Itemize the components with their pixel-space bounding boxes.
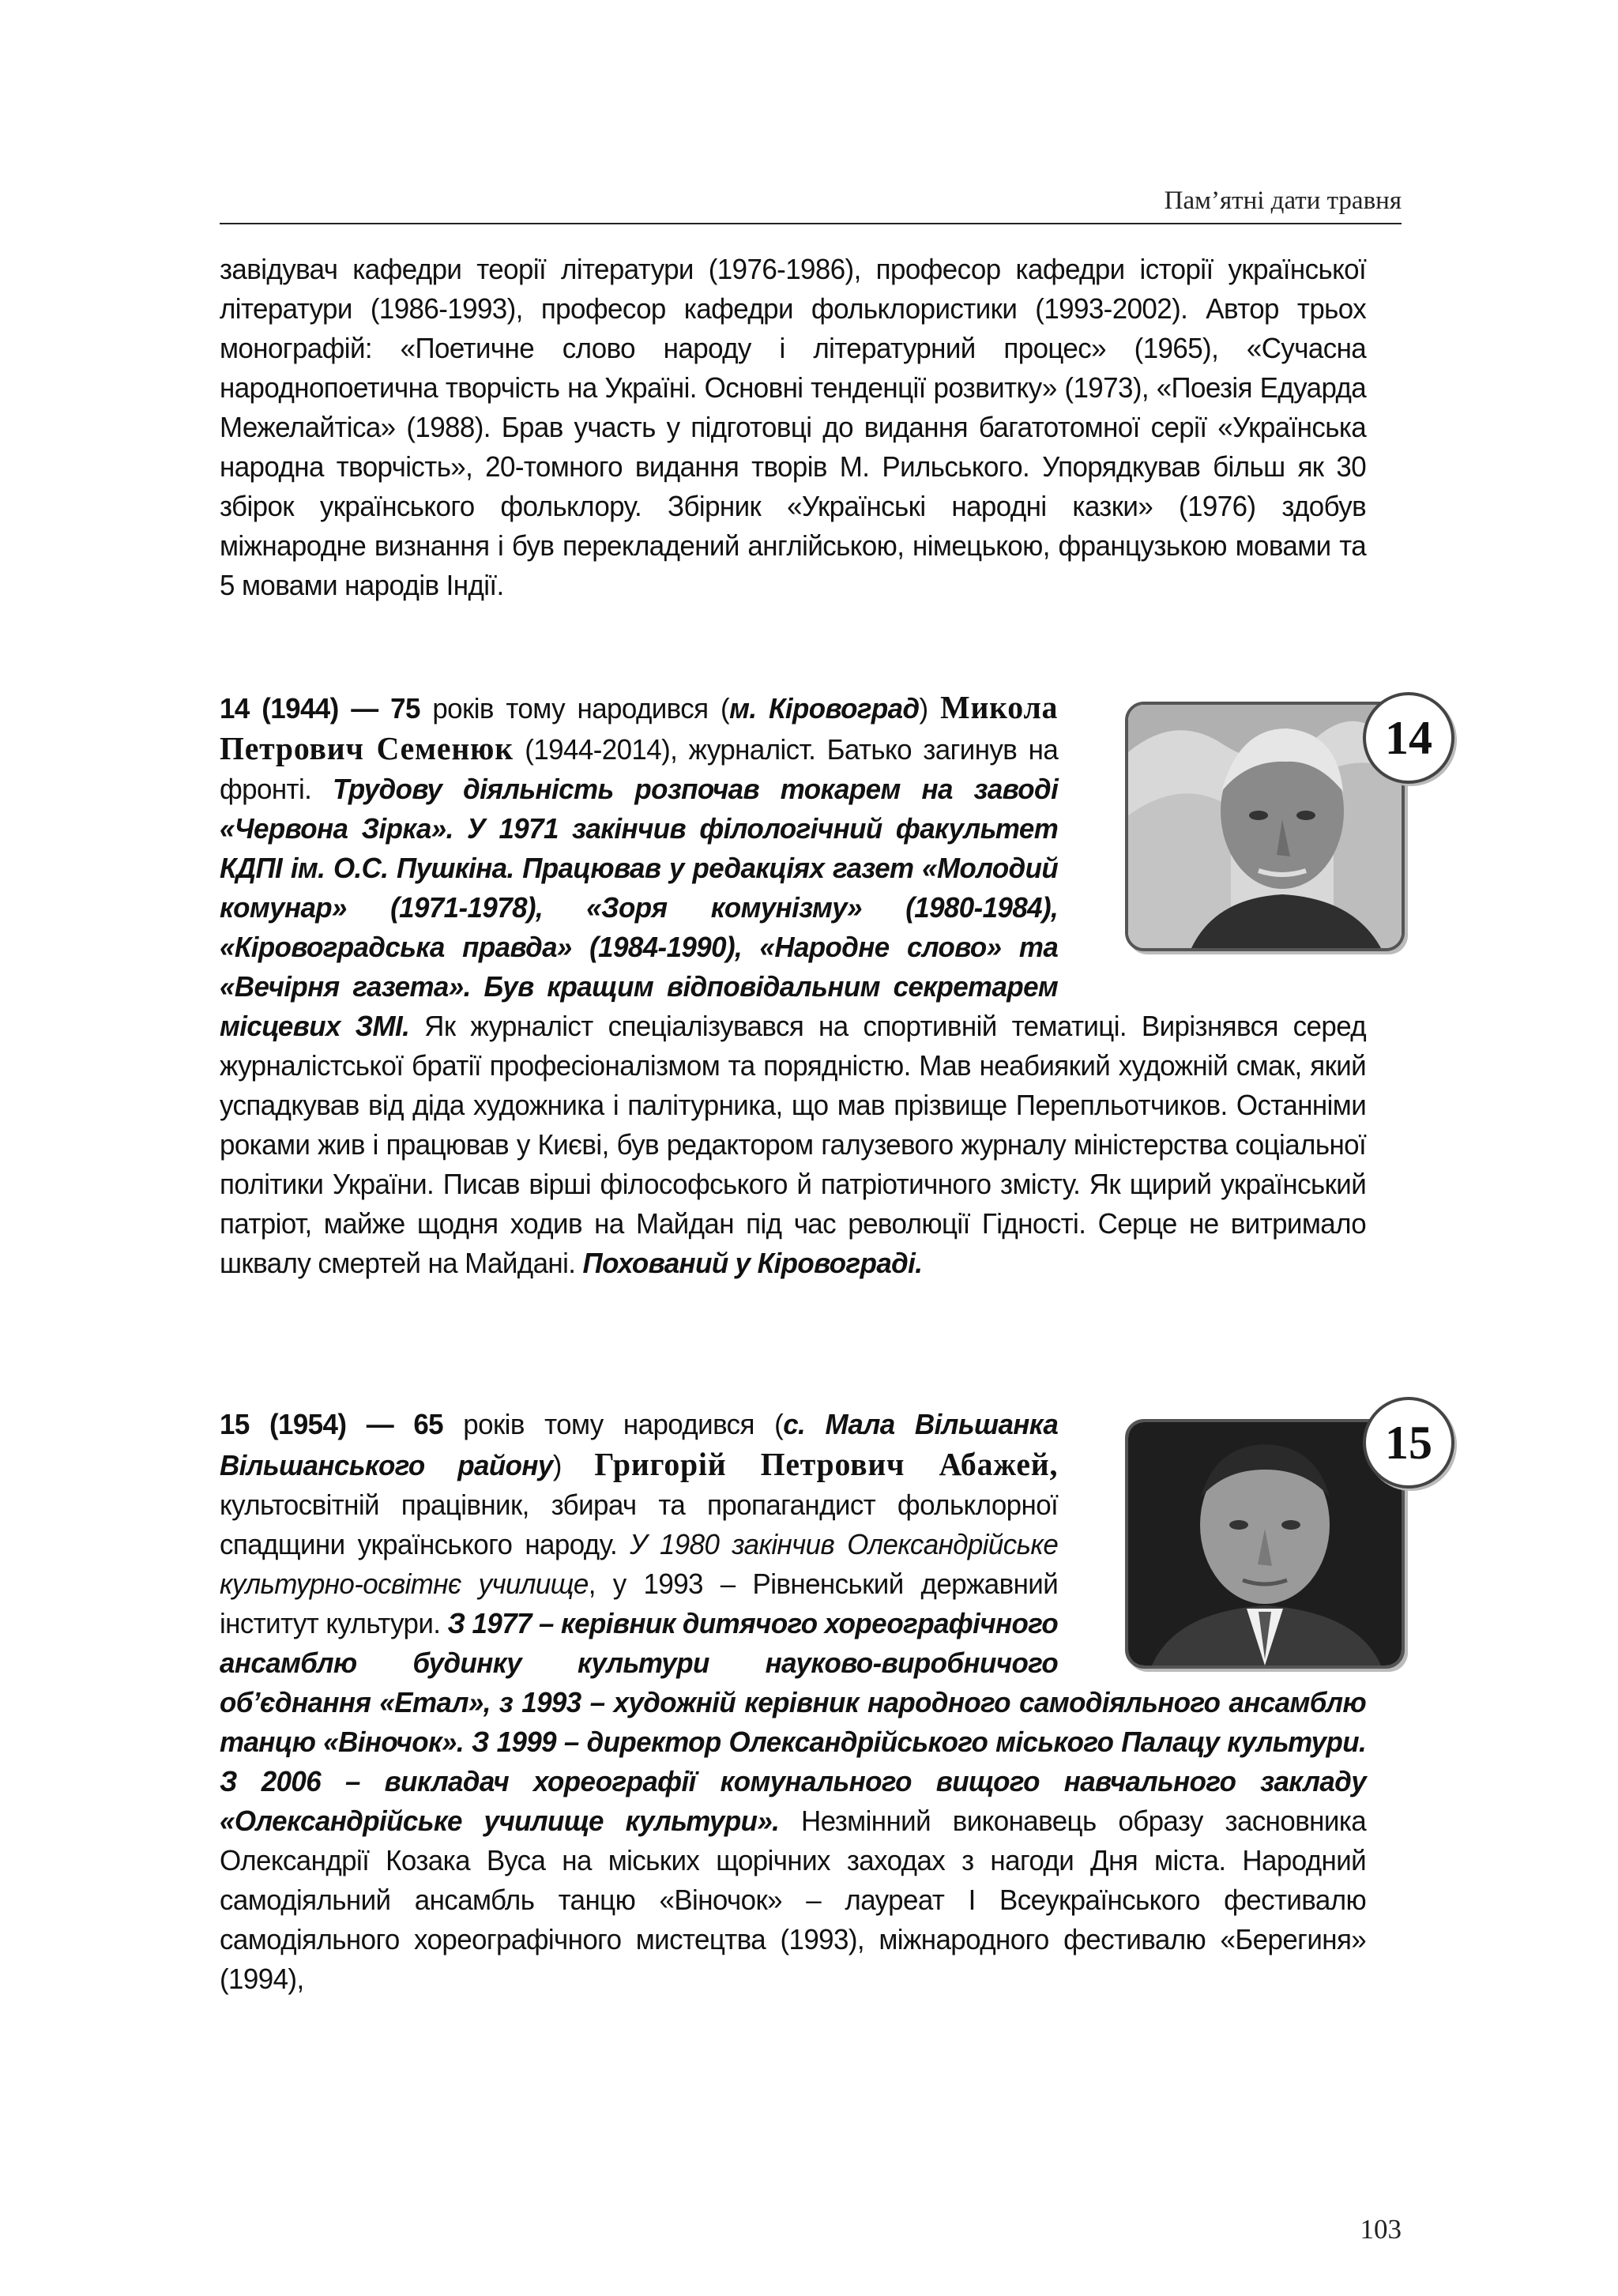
entry14-career: Трудову діяльність розпочав токарем на заводі «Червона Зірка». У 1971 закінчив філологічний факультет КДПІ ім. О.С. Пушкіна. Працював у редакціях газет «Молодий комунар» (1971-1978), «Зоря комунізму» (1980-1984), «Кіровоградська правда» (1984-1990), «Народне слово» та «Вечірня газета». Був кращим відповідальним секретарем місцевих ЗМІ. (220, 773, 1059, 1042)
running-head: Пам’ятні дати травня (1164, 186, 1402, 215)
entry14-date: 14 (1944) — 75 (220, 692, 420, 725)
entry15-education-2: , у 1993 – Рівненський державний інститут культури. (220, 1568, 1059, 1639)
entry15-place: с. Мала Вільшанка Вільшанського району (220, 1408, 1059, 1481)
entry14-rest: Як журналіст спеціалізувався на спортивній тематиці. Вирізнявся серед журналістської братії професіоналізмом та порядністю. Мав неабиякий художній смак, який успадкував від діда художника і палітурника, що мав прізвище Перепльотчиков. Останніми роками жив і працював у Києві, був редактором галузевого журналу міністерства соціальної політики України. Писав вірші філософського й патріотичного змісту. Як щирий український патріот, майже щодня ходив на Майдан під час революції Гідності. Серце не витримало шквалу смертей на Майдані. (220, 1010, 1367, 1279)
entry15-close-paren: ) (552, 1449, 562, 1481)
photo-float-spacer (1058, 1405, 1366, 1672)
entry14-born-text: років тому народився ( (420, 692, 730, 725)
entry15-career: З 1977 – керівник дитячого хореографічного ансамблю будинку культури науково-виробничого об’єднання «Етал», з 1993 – художній керівник народного самодіяльного ансамблю танцю «Віночок». З 1999 – директор Олександрійського міського Палацу культури. З 2006 – викладач хореографії комунального вищого навчального закладу «Олександрійське училище культури». (220, 1607, 1367, 1837)
intro-paragraph (220, 250, 1366, 605)
entry15-born-text: років тому народився ( (442, 1408, 784, 1440)
entry14-name: Микола Петрович Семенюк (220, 689, 1059, 766)
entry15-name: Григорій Петрович Абажей, (594, 1446, 1059, 1482)
photo-float-spacer (1058, 687, 1366, 994)
entry15-education-1: У 1980 закінчив Олександрійське культурно-освітнє училище (220, 1528, 1059, 1600)
entry14-years: (1944-2014), журналіст. Батько загинув на фронті. (220, 733, 1059, 805)
header-rule (220, 223, 1402, 224)
entry14-place: м. Кіровоград (729, 692, 920, 725)
entry14-close-paren: ) (919, 692, 928, 725)
entry15-rest: Незмінний виконавець образу засновника Олександрії Козака Вуса на міських щорічних заходах з нагоди Дня міста. Народний самодіяльний ансамбль танцю «Віночок» – лауреат І Всеукраїнського фестивалю самодіяльного хореографічного мистецтва (1993), міжнародного фестивалю «Берегиня» (1994), (220, 1805, 1367, 1995)
entry15-date: 15 (1954) — 65 (220, 1408, 443, 1440)
entry14-burial: Похований у Кіровограді. (582, 1247, 923, 1279)
entry-abazhei (220, 1405, 1366, 1999)
intro-text: завідувач кафедри теорії літератури (1976-1986), професор кафедри історії української літератури (1986-1993), професор кафедри фольклористики (1993-2002). Автор трьох монографій: «Поетичне слово народу і літературний процес» (1965), «Сучасна народнопоетична творчість на Україні. Основні тенденції розвитку» (1973), «Поезія Едуарда Межелайтіса» (1988). Брав участь у підготовці до видання багатотомної серії «Українська народна творчість», 20-томного видання творів М. Рильського. Упорядкував більш як 30 збірок українського фольклору. Збірник «Українські народні казки» (1976) здобув міжнародне визнання і був перекладений англійською, німецькою, французькою мовами та 5 мовами народів Індії. (220, 253, 1367, 601)
entry-semeniuk (220, 687, 1366, 1283)
date-badge-14: 14 (1363, 692, 1454, 784)
page-number: 103 (1360, 2214, 1402, 2245)
date-badge-15: 15 (1363, 1397, 1454, 1489)
entry15-role: культосвітній працівник, збирач та пропагандист фольклорної спадщини українського народу. (220, 1489, 1059, 1560)
